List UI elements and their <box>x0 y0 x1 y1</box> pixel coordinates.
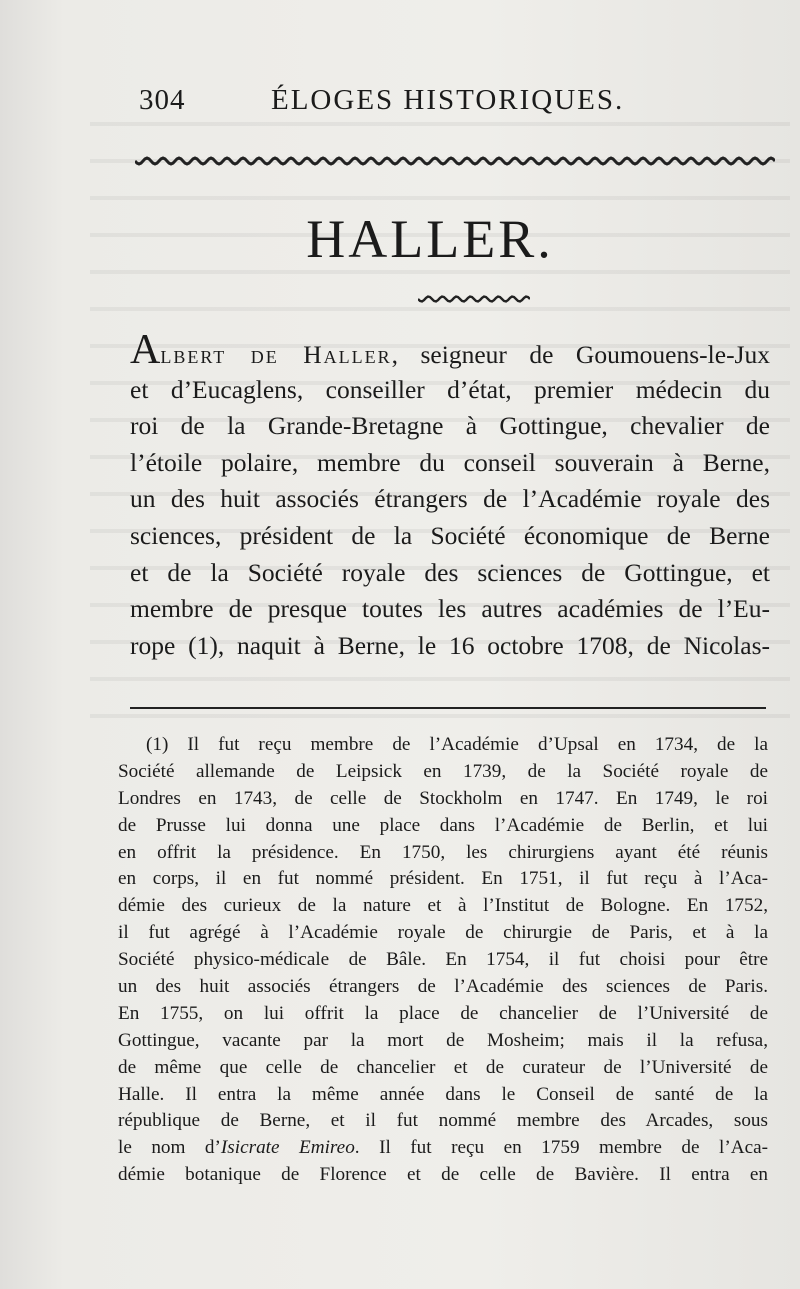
body-line: roi de la Grande-Bretagne à Gottingue, chevalier de <box>130 411 770 441</box>
body-line: sciences, président de la Société économique de Berne <box>130 520 770 550</box>
body-line: l’étoile polaire, membre du conseil souverain à Berne, <box>130 447 770 477</box>
footnote-line: démie botanique de Florence et de celle de Bavière. Il entra en <box>118 1164 768 1186</box>
article-title: HALLER. <box>306 209 554 269</box>
header-wave-rule <box>135 150 775 172</box>
footnote-line: république de Berne, et il fut nommé membre des Arcades, sous <box>118 1110 768 1132</box>
footnote-line: en offrit la présidence. En 1750, les chirurgiens ayant été réunis <box>118 841 768 863</box>
body-line-1-rest: , seigneur de Goumouens-le-Jux <box>391 340 770 369</box>
main-paragraph <box>130 327 770 664</box>
footnote-line: de même que celle de chancelier et de curateur de l’Université de <box>118 1056 768 1078</box>
footnote-separator <box>130 707 766 709</box>
footnote-italic-name: Isicrate Emireo <box>220 1137 355 1159</box>
footnote-line: En 1755, on lui offrit la place de chancelier de l’Université de <box>118 1002 768 1024</box>
body-line: membre de presque toutes les autres académies de l’Eu- <box>130 594 770 624</box>
footnote-line: en corps, il en fut nommé président. En 1751, il fut reçu à l’Aca- <box>118 868 768 890</box>
footnote-text: . Il fut reçu en 1759 membre de l’Aca- <box>354 1137 768 1159</box>
subject-name: lbert de Haller <box>160 340 392 369</box>
body-line: et d’Eucaglens, conseiller d’état, premier médecin du <box>130 374 770 404</box>
body-line: rope (1), naquit à Berne, le 16 octobre 1708, de Nicolas- <box>130 630 770 660</box>
footnote-line: Société physico-médicale de Bâle. En 1754, il fut choisi pour être <box>118 949 768 971</box>
footnote-line: (1) Il fut reçu membre de l’Académie d’Upsal en 1734, de la <box>146 734 768 755</box>
footnote-line: Gottingue, vacante par la mort de Mosheim; mais il la refusa, <box>118 1029 768 1051</box>
footnote-line: Londres en 1743, de celle de Stockholm en 1747. En 1749, le roi <box>118 787 768 809</box>
footnote-line: de Prusse lui donna une place dans l’Académie de Berlin, et lui <box>118 814 768 836</box>
footnote-line: démie des curieux de la nature et à l’Institut de Bologne. En 1752, <box>118 895 768 917</box>
body-line-1 <box>130 327 770 373</box>
running-title: ÉLOGES HISTORIQUES. <box>271 84 625 116</box>
footnote-line: Société allemande de Leipsick en 1739, de la Société royale de <box>118 760 768 782</box>
footnote-line: Halle. Il entra la même année dans le Conseil de santé de la <box>118 1083 768 1105</box>
title-wave-ornament <box>418 292 530 306</box>
page-number: 304 <box>139 84 186 116</box>
body-line: et de la Société royale des sciences de Gottingue, et <box>130 557 770 587</box>
footnote-text: le nom d’ <box>118 1137 221 1159</box>
body-line: un des huit associés étrangers de l’Académie royale des <box>130 484 770 514</box>
footnote-line: un des huit associés étrangers de l’Académie des sciences de Paris. <box>118 976 768 998</box>
footnote <box>118 732 768 1189</box>
footnote-line-16 <box>118 1135 768 1162</box>
drop-cap: A <box>130 327 161 373</box>
footnote-line: il fut agrégé à l’Académie royale de chirurgie de Paris, et à la <box>118 922 768 944</box>
